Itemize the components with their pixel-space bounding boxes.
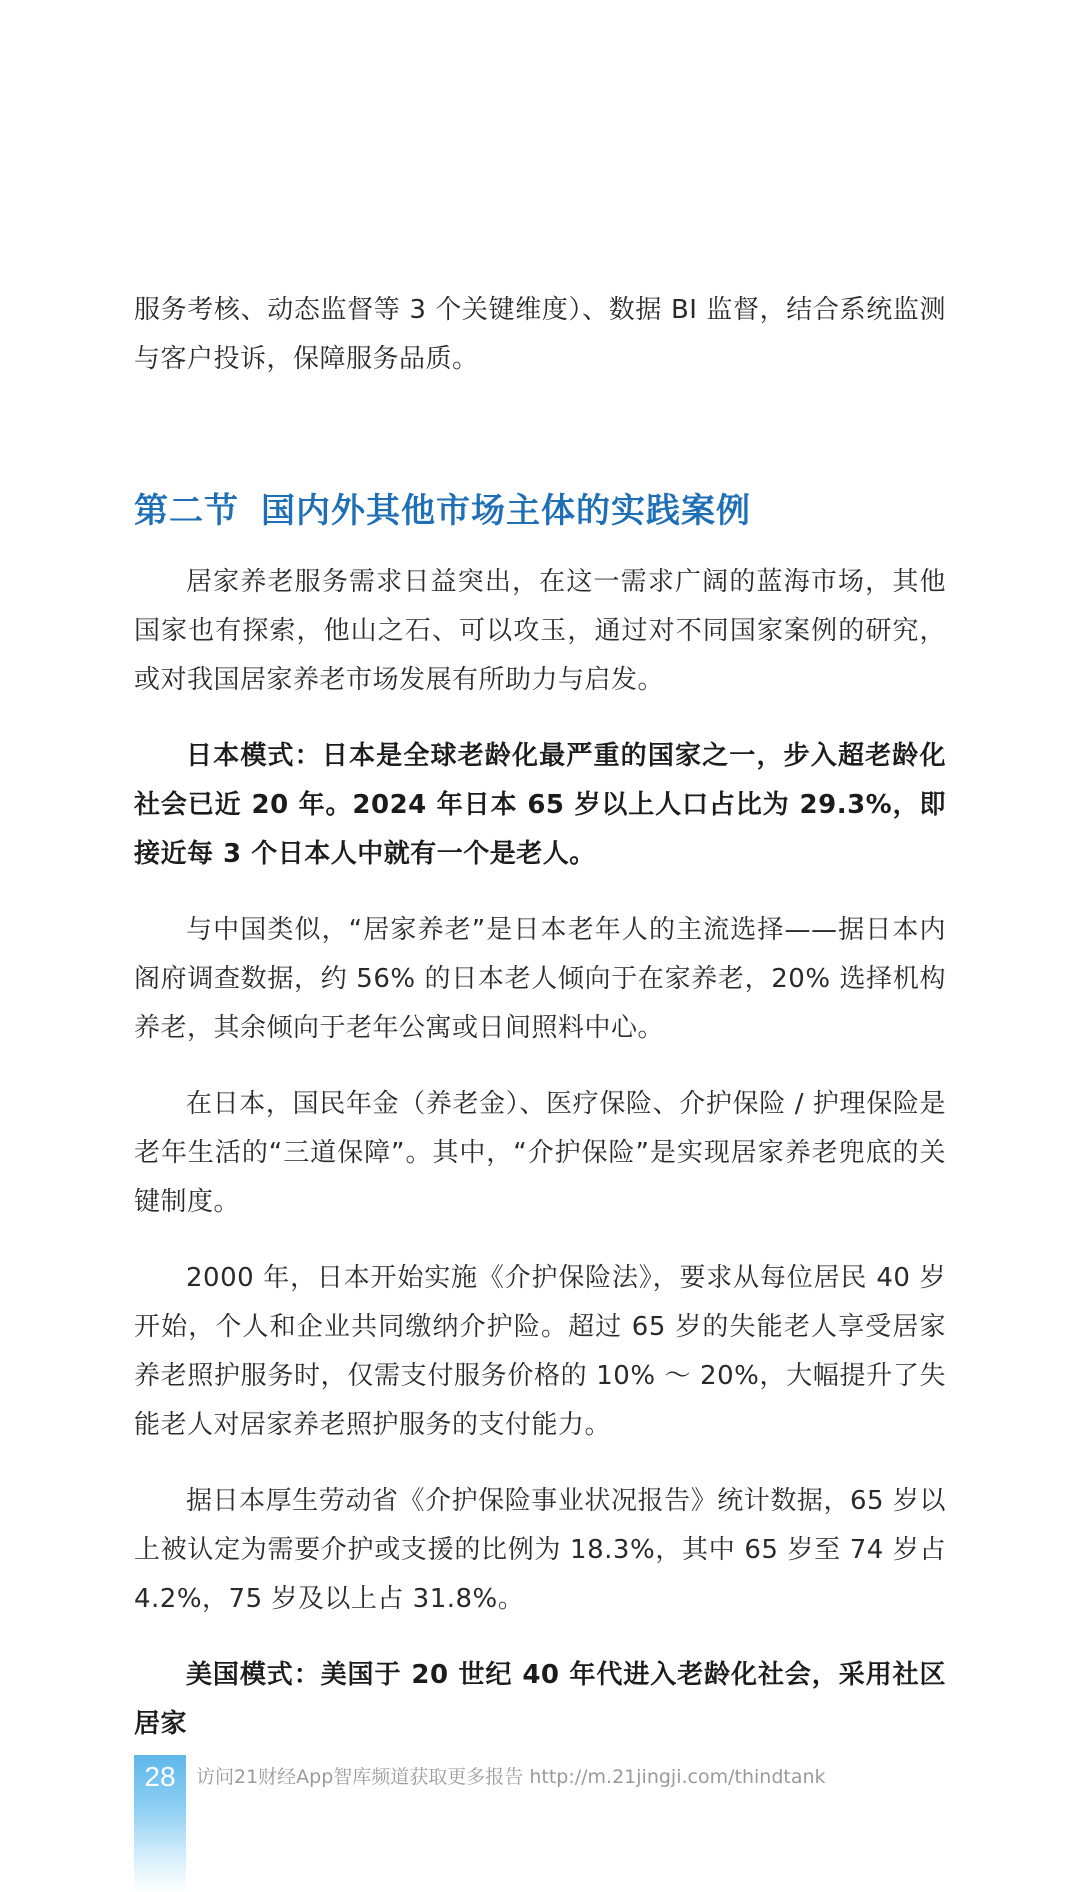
us-lead-text: 美国于 20 世纪 40 年代进入老龄化社会，采用社区居家	[134, 1660, 946, 1739]
footer-link-text[interactable]: 访问21财经App智库频道获取更多报告 http://m.21jingji.com/thindtank	[196, 1766, 826, 1788]
section-number: 第二节	[134, 491, 239, 531]
us-lead-paragraph	[134, 1651, 946, 1749]
page-content	[134, 286, 946, 1749]
japan-lead-paragraph	[134, 732, 946, 879]
japan-lead-text: 日本是全球老龄化最严重的国家之一，步入超老龄化社会已近 20 年。2024 年日本 65 岁以上人口占比为 29.3%，即接近每 3 个日本人中就有一个是老人。	[134, 741, 946, 869]
intro-paragraph: 居家养老服务需求日益突出，在这一需求广阔的蓝海市场，其他国家也有探索，他山之石、可以攻玉，通过对不同国家案例的研究，或对我国居家养老市场发展有所助力与启发。	[134, 567, 946, 695]
us-model-label: 美国模式：	[186, 1660, 321, 1690]
carryover-paragraph: 服务考核、动态监督等 3 个关键维度）、数据 BI 监督，结合系统监测与客户投诉，保障服务品质。	[134, 295, 946, 374]
japan-system-paragraph: 在日本，国民年金（养老金）、医疗保险、介护保险 / 护理保险是老年生活的“三道保障”。其中，“介护保险”是实现居家养老兜底的关键制度。	[134, 1089, 946, 1217]
section-title: 国内外其他市场主体的实践案例	[261, 491, 751, 531]
japan-stats-paragraph: 据日本厚生劳动省《介护保险事业状况报告》统计数据，65 岁以上被认定为需要介护或支援的比例为 18.3%，其中 65 岁至 74 岁占 4.2%，75 岁及以上占 31.8%。	[134, 1486, 946, 1614]
japan-law-paragraph: 2000 年，日本开始实施《介护保险法》，要求从每位居民 40 岁开始，个人和企业共同缴纳介护险。超过 65 岁的失能老人享受居家养老照护服务时，仅需支付服务价格的 10% ～ 20%，大幅提升了失能老人对居家养老照护服务的支付能力。	[134, 1263, 946, 1440]
page-footer	[134, 1755, 834, 1892]
page-number: 28	[144, 1761, 176, 1792]
japan-model-label: 日本模式：	[186, 741, 322, 771]
japan-home-care-paragraph: 与中国类似，“居家养老”是日本老年人的主流选择——据日本内阁府调查数据，约 56% 的日本老人倾向于在家养老，20% 选择机构养老，其余倾向于老年公寓或日间照料中心。	[134, 915, 946, 1043]
section-heading	[134, 486, 946, 536]
